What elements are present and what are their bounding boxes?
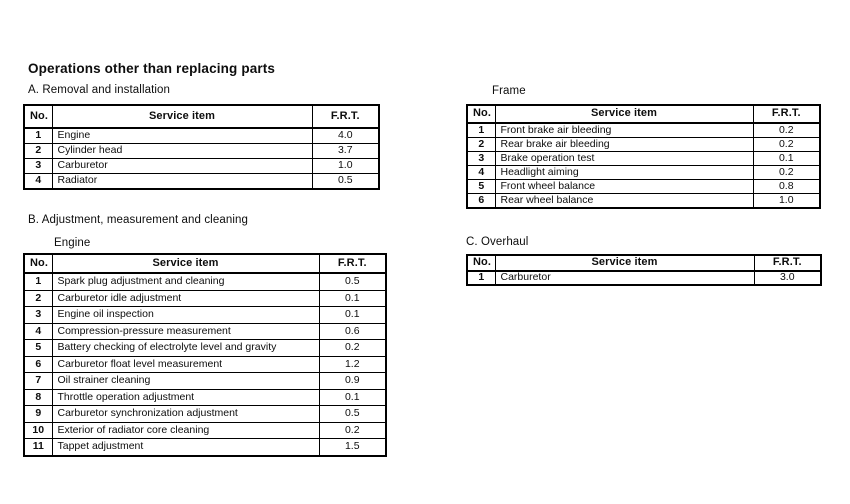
overhaul-table <box>466 254 822 286</box>
cell-item: Throttle operation adjustment <box>52 389 319 406</box>
column-header-service-item: Service item <box>495 105 753 123</box>
cell-frt: 0.6 <box>319 323 386 340</box>
cell-no: 2 <box>24 290 52 307</box>
table-row <box>24 307 386 324</box>
cell-item: Carburetor synchronization adjustment <box>52 406 319 423</box>
frame-table <box>466 104 821 209</box>
cell-no: 3 <box>24 159 52 174</box>
table-row <box>24 389 386 406</box>
cell-no: 3 <box>24 307 52 324</box>
column-header-frt: F.R.T. <box>319 254 386 273</box>
column-header-frt: F.R.T. <box>754 255 821 271</box>
cell-frt: 0.5 <box>319 273 386 290</box>
cell-no: 4 <box>24 323 52 340</box>
section-a-heading: A. Removal and installation <box>28 84 171 96</box>
table-row <box>24 356 386 373</box>
cell-no: 1 <box>24 273 52 290</box>
cell-item: Oil strainer cleaning <box>52 373 319 390</box>
cell-item: Carburetor <box>52 159 312 174</box>
cell-no: 6 <box>24 356 52 373</box>
table-header-row <box>467 105 820 123</box>
column-header-service-item: Service item <box>495 255 754 271</box>
cell-item: Spark plug adjustment and cleaning <box>52 273 319 290</box>
column-header-no: No. <box>467 105 495 123</box>
table-row <box>467 166 820 180</box>
cell-no: 6 <box>467 194 495 209</box>
cell-item: Tappet adjustment <box>52 439 319 456</box>
cell-item: Radiator <box>52 174 312 190</box>
cell-item: Engine oil inspection <box>52 307 319 324</box>
cell-no: 5 <box>24 340 52 357</box>
cell-no: 2 <box>24 144 52 159</box>
table-row <box>24 159 379 174</box>
cell-no: 4 <box>467 166 495 180</box>
table-row <box>24 290 386 307</box>
column-header-service-item: Service item <box>52 105 312 128</box>
table-row <box>24 273 386 290</box>
column-header-frt: F.R.T. <box>312 105 379 128</box>
cell-no: 2 <box>467 138 495 152</box>
cell-frt: 4.0 <box>312 128 379 144</box>
table-row <box>24 406 386 423</box>
column-header-service-item: Service item <box>52 254 319 273</box>
cell-frt: 3.0 <box>754 271 821 285</box>
table-row <box>24 323 386 340</box>
cell-item: Front wheel balance <box>495 180 753 194</box>
section-c-heading: C. Overhaul <box>466 236 529 248</box>
cell-frt: 0.1 <box>319 290 386 307</box>
cell-frt: 0.2 <box>753 166 820 180</box>
cell-item: Compression-pressure measurement <box>52 323 319 340</box>
cell-frt: 0.1 <box>319 389 386 406</box>
engine-subheading: Engine <box>54 237 91 249</box>
cell-item: Front brake air bleeding <box>495 123 753 138</box>
cell-item: Battery checking of electrolyte level and gravity <box>52 340 319 357</box>
cell-frt: 1.0 <box>753 194 820 209</box>
table-row <box>24 422 386 439</box>
cell-no: 1 <box>467 271 495 285</box>
table-row <box>24 144 379 159</box>
table-row <box>467 138 820 152</box>
table-row <box>467 123 820 138</box>
cell-no: 9 <box>24 406 52 423</box>
table-row <box>24 128 379 144</box>
cell-frt: 3.7 <box>312 144 379 159</box>
column-header-no: No. <box>467 255 495 271</box>
removal-installation-table <box>23 104 380 190</box>
cell-frt: 1.2 <box>319 356 386 373</box>
table-row <box>467 271 821 285</box>
adjustment-engine-table <box>23 253 387 457</box>
column-header-frt: F.R.T. <box>753 105 820 123</box>
cell-frt: 0.2 <box>319 340 386 357</box>
cell-frt: 0.2 <box>753 123 820 138</box>
cell-no: 7 <box>24 373 52 390</box>
cell-item: Rear wheel balance <box>495 194 753 209</box>
table-header-row <box>24 254 386 273</box>
cell-frt: 0.8 <box>753 180 820 194</box>
table-row <box>24 373 386 390</box>
table-header-row <box>467 255 821 271</box>
cell-frt: 0.9 <box>319 373 386 390</box>
cell-item: Carburetor idle adjustment <box>52 290 319 307</box>
column-header-no: No. <box>24 254 52 273</box>
table-header-row <box>24 105 379 128</box>
cell-frt: 0.1 <box>753 152 820 166</box>
cell-item: Headlight aiming <box>495 166 753 180</box>
cell-frt: 0.5 <box>319 406 386 423</box>
table-row <box>467 194 820 209</box>
cell-no: 1 <box>467 123 495 138</box>
table-row <box>467 180 820 194</box>
cell-no: 3 <box>467 152 495 166</box>
cell-item: Carburetor <box>495 271 754 285</box>
table-row <box>24 174 379 190</box>
cell-no: 4 <box>24 174 52 190</box>
table-row <box>24 439 386 456</box>
cell-item: Rear brake air bleeding <box>495 138 753 152</box>
cell-frt: 1.5 <box>319 439 386 456</box>
cell-item: Brake operation test <box>495 152 753 166</box>
cell-frt: 1.0 <box>312 159 379 174</box>
cell-no: 8 <box>24 389 52 406</box>
cell-item: Exterior of radiator core cleaning <box>52 422 319 439</box>
cell-no: 11 <box>24 439 52 456</box>
page-title: Operations other than replacing parts <box>28 61 276 76</box>
cell-frt: 0.2 <box>753 138 820 152</box>
frame-subheading: Frame <box>492 85 526 97</box>
cell-item: Cylinder head <box>52 144 312 159</box>
cell-item: Engine <box>52 128 312 144</box>
table-row <box>24 340 386 357</box>
cell-frt: 0.5 <box>312 174 379 190</box>
cell-frt: 0.1 <box>319 307 386 324</box>
table-row <box>467 152 820 166</box>
cell-frt: 0.2 <box>319 422 386 439</box>
column-header-no: No. <box>24 105 52 128</box>
cell-no: 5 <box>467 180 495 194</box>
cell-item: Carburetor float level measurement <box>52 356 319 373</box>
section-b-heading: B. Adjustment, measurement and cleaning <box>28 214 248 226</box>
cell-no: 1 <box>24 128 52 144</box>
cell-no: 10 <box>24 422 52 439</box>
